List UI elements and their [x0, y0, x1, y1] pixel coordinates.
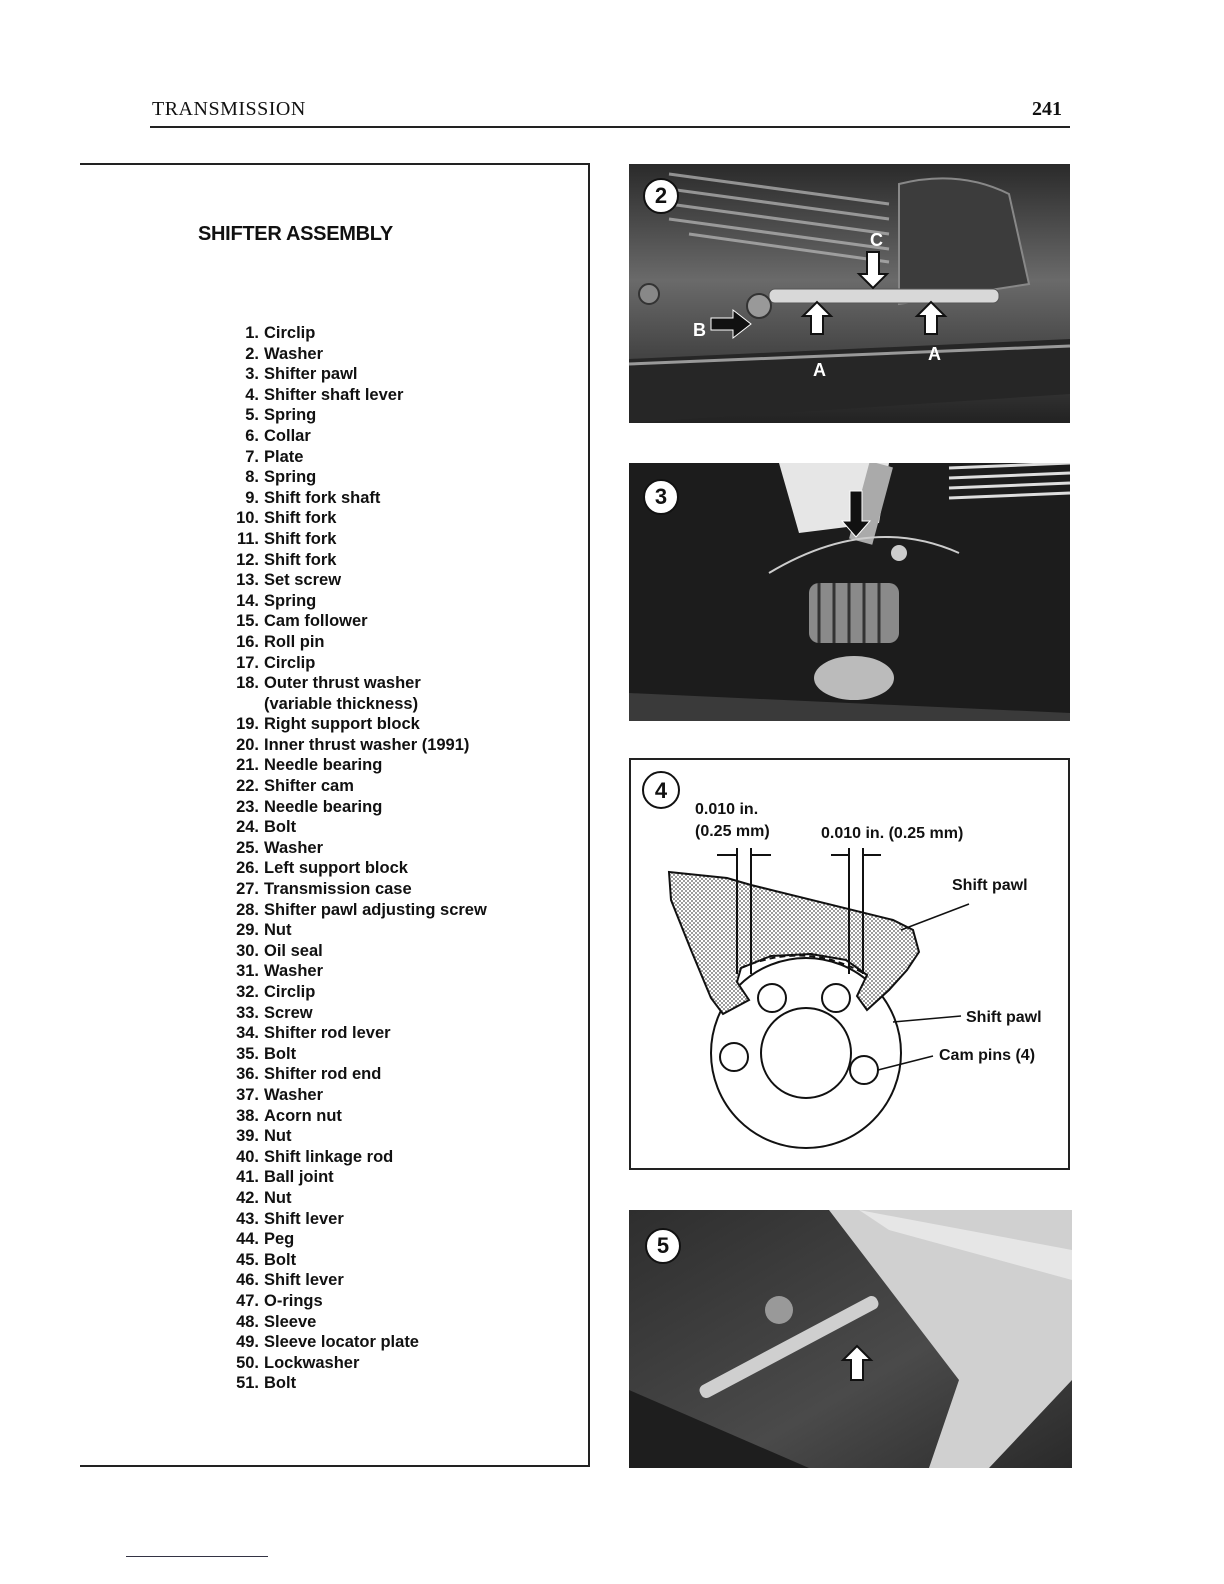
legend-item-number: 27.	[236, 880, 259, 899]
legend-item	[222, 488, 487, 509]
legend-item	[222, 550, 487, 571]
legend-item-text: Shifter rod lever	[264, 1024, 391, 1043]
legend-item-text: Circlip	[264, 983, 316, 1001]
legend-item-number: 13.	[236, 571, 259, 590]
legend-item	[222, 611, 487, 632]
legend-item-text: (variable thickness)	[264, 694, 419, 713]
figure-5-number: 5	[645, 1228, 681, 1264]
legend-item	[222, 776, 487, 797]
figure-4-diagram	[629, 758, 1070, 1170]
legend-item-text: Washer	[264, 962, 323, 981]
legend-item-number: 41.	[236, 1168, 259, 1187]
legend-item-text: Right support block	[264, 715, 420, 734]
figure-3-image	[629, 463, 1070, 721]
page-number: 241	[1032, 98, 1062, 120]
legend-item-number: 30.	[236, 941, 259, 960]
legend-item	[222, 1167, 487, 1188]
legend-item	[222, 632, 487, 653]
legend-item-text: Sleeve locator plate	[264, 1333, 419, 1352]
legend-item	[222, 714, 487, 735]
figure-5-image	[629, 1210, 1072, 1468]
legend-item-number: 19.	[236, 715, 259, 734]
footer-rule	[126, 1556, 268, 1557]
legend-item	[222, 797, 487, 818]
legend-item-text: Circlip	[264, 324, 316, 342]
legend-item-text: Outer thrust washer	[264, 674, 421, 693]
fig4-cam-pin	[822, 984, 850, 1012]
fig4-label-shift-pawl-top: Shift pawl	[952, 877, 1028, 894]
legend-item-text: Bolt	[264, 1044, 297, 1063]
legend-item-number: 34.	[236, 1024, 259, 1043]
legend-item	[222, 1147, 487, 1168]
legend-item-number: 8.	[245, 468, 259, 487]
legend-item-number: 47.	[236, 1291, 259, 1310]
legend-item-number: 23.	[236, 797, 259, 816]
legend-item-text: Needle bearing	[264, 756, 383, 775]
legend-item	[222, 529, 487, 550]
fig4-cam-pin	[850, 1056, 878, 1084]
legend-item-text: Shift lever	[264, 1209, 344, 1228]
figure-2-photo	[629, 164, 1070, 423]
legend-item-text: Roll pin	[264, 632, 325, 651]
legend-item	[222, 838, 487, 859]
fig4-label-shift-pawl-mid: Shift pawl	[966, 1009, 1042, 1026]
legend-item-number: 15.	[236, 612, 259, 631]
legend-item	[222, 694, 487, 715]
legend-item	[222, 1270, 487, 1291]
legend-item-text: Spring	[264, 468, 317, 487]
legend-item-text: Collar	[264, 426, 311, 445]
legend-item	[222, 858, 487, 879]
legend-item-number: 28.	[236, 900, 259, 919]
legend-item-text: Peg	[264, 1230, 295, 1249]
legend-item-number: 7.	[245, 447, 259, 466]
legend-item-text: Needle bearing	[264, 797, 383, 816]
legend-item	[222, 879, 487, 900]
parts-list	[222, 323, 487, 1394]
legend-item	[222, 1229, 487, 1250]
legend-item	[222, 1106, 487, 1127]
legend-item	[222, 508, 487, 529]
legend-item	[222, 653, 487, 674]
figure-4-number: 4	[654, 778, 668, 803]
figure-2-image	[629, 164, 1070, 423]
legend-item	[222, 673, 487, 694]
legend-item	[222, 364, 487, 385]
figure-3-photo	[629, 463, 1070, 721]
legend-item-number: 21.	[236, 756, 259, 775]
legend-item-text: Oil seal	[264, 941, 323, 960]
legend-item-text: Shifter pawl adjusting screw	[264, 900, 487, 919]
legend-item	[222, 1312, 487, 1333]
legend-item-text: Screw	[264, 1003, 313, 1022]
legend-item-number: 16.	[236, 632, 259, 651]
legend-item	[222, 1003, 487, 1024]
fig4-cam-hub	[761, 1008, 851, 1098]
figure-2-number: 2	[643, 178, 679, 214]
legend-item-number: 2.	[245, 344, 259, 363]
legend-item-number	[222, 694, 264, 715]
legend-item	[222, 920, 487, 941]
legend-item	[222, 447, 487, 468]
legend-item-number: 12.	[236, 550, 259, 569]
legend-item	[222, 1373, 487, 1394]
legend-item-text: Bolt	[264, 818, 297, 837]
legend-item-number: 26.	[236, 859, 259, 878]
legend-item-text: Spring	[264, 591, 317, 610]
legend-item-number: 43.	[236, 1209, 259, 1228]
legend-item	[222, 961, 487, 982]
legend-item-number: 44.	[236, 1230, 259, 1249]
legend-item-number: 10.	[236, 509, 259, 528]
legend-item-text: Shifter pawl	[264, 365, 358, 384]
legend-item	[222, 1023, 487, 1044]
legend-item-text: Shift fork shaft	[264, 488, 381, 507]
legend-item-number: 48.	[236, 1312, 259, 1331]
legend-item	[222, 817, 487, 838]
legend-item-number: 39.	[236, 1127, 259, 1146]
legend-item-number: 17.	[236, 653, 259, 672]
legend-item	[222, 467, 487, 488]
legend-item	[222, 1064, 487, 1085]
figure-4-svg	[631, 760, 1068, 1168]
legend-item	[222, 1126, 487, 1147]
legend-item	[222, 982, 487, 1003]
legend-item-text: Ball joint	[264, 1168, 334, 1187]
fig2-label-c: C	[870, 230, 883, 250]
legend-item-text: Shift linkage rod	[264, 1147, 394, 1166]
legend-item	[222, 591, 487, 612]
legend-item-number: 32.	[236, 983, 259, 1001]
legend-item-number: 14.	[236, 591, 259, 610]
legend-item-number: 46.	[236, 1271, 259, 1290]
legend-item-number: 24.	[236, 818, 259, 837]
legend-item-number: 35.	[236, 1044, 259, 1063]
legend-item-text: Washer	[264, 838, 323, 857]
legend-item-text: Shifter cam	[264, 777, 354, 796]
legend-item-number: 51.	[236, 1374, 259, 1393]
figure-5-photo	[629, 1210, 1072, 1468]
fig2-label-a1: A	[813, 360, 826, 380]
legend-item-text: Washer	[264, 1085, 323, 1104]
legend-item-number: 25.	[236, 838, 259, 857]
legend-item	[222, 1291, 487, 1312]
fig4-label-cam-pins: Cam pins (4)	[939, 1047, 1036, 1064]
legend-box	[80, 163, 590, 1467]
legend-item	[222, 1044, 487, 1065]
legend-item-number: 33.	[236, 1003, 259, 1022]
legend-item-text: Circlip	[264, 653, 316, 672]
legend-item-text: Shift fork	[264, 509, 337, 528]
fig4-gap2: 0.010 in. (0.25 mm)	[821, 825, 964, 842]
legend-item	[222, 570, 487, 591]
legend-item-text: Shifter rod end	[264, 1065, 382, 1084]
legend-item-number: 45.	[236, 1250, 259, 1269]
legend-item-number: 18.	[236, 674, 259, 693]
legend-item-text: Shift fork	[264, 550, 337, 569]
legend-item-number: 3.	[245, 365, 259, 384]
legend-item-number: 29.	[236, 921, 259, 940]
legend-item-text: Inner thrust washer (1991)	[264, 735, 470, 754]
legend-item-text: Lockwasher	[264, 1353, 360, 1372]
fig4-gap1-line1: 0.010 in.	[695, 801, 759, 818]
legend-item-number: 9.	[245, 488, 259, 507]
legend-item-text: Bolt	[264, 1250, 297, 1269]
legend-item-text: Nut	[264, 1188, 292, 1207]
legend-item-number: 6.	[245, 426, 259, 445]
legend-item-text: Plate	[264, 447, 304, 466]
legend-item	[222, 344, 487, 365]
legend-item-text: Set screw	[264, 571, 342, 590]
legend-item-text: O-rings	[264, 1291, 323, 1310]
legend-item	[222, 323, 487, 344]
legend-item-number: 38.	[236, 1106, 259, 1125]
legend-item	[222, 426, 487, 447]
legend-item-text: Nut	[264, 1127, 292, 1146]
legend-item-number: 11.	[236, 529, 259, 548]
legend-item-number: 36.	[236, 1065, 259, 1084]
legend-item-text: Left support block	[264, 859, 408, 878]
legend-item-text: Washer	[264, 344, 323, 363]
legend-item-text: Acorn nut	[264, 1106, 342, 1125]
legend-item-number: 49.	[236, 1333, 259, 1352]
legend-item	[222, 385, 487, 406]
legend-item-text: Transmission case	[264, 880, 412, 899]
legend-item-number: 37.	[236, 1085, 259, 1104]
legend-item-number: 31.	[236, 962, 259, 981]
legend-item	[222, 405, 487, 426]
legend-item-number: 42.	[236, 1188, 259, 1207]
legend-item	[222, 755, 487, 776]
legend-item-number: 1.	[245, 324, 259, 342]
fig4-gap1-line2: (0.25 mm)	[695, 823, 770, 840]
legend-item-number: 50.	[236, 1353, 259, 1372]
header-rule	[150, 126, 1070, 128]
legend-item-text: Cam follower	[264, 612, 368, 631]
fig2-label-b: B	[693, 320, 706, 340]
fig4-cam-pin	[758, 984, 786, 1012]
legend-item-text: Sleeve	[264, 1312, 317, 1331]
legend-item-text: Bolt	[264, 1374, 297, 1393]
fig2-label-a2: A	[928, 344, 941, 364]
legend-item	[222, 900, 487, 921]
legend-item-text: Shift fork	[264, 529, 337, 548]
legend-item-number: 20.	[236, 735, 259, 754]
running-header-title: TRANSMISSION	[152, 98, 306, 120]
legend-item-number: 22.	[236, 777, 259, 796]
figure-3-number: 3	[643, 479, 679, 515]
legend-item	[222, 1209, 487, 1230]
legend-item-text: Shifter shaft lever	[264, 385, 404, 404]
legend-item	[222, 1353, 487, 1374]
legend-item-text: Spring	[264, 406, 317, 425]
legend-item	[222, 1188, 487, 1209]
legend-item	[222, 941, 487, 962]
legend-item	[222, 1085, 487, 1106]
legend-item	[222, 1250, 487, 1271]
legend-heading: SHIFTER ASSEMBLY	[198, 223, 393, 245]
legend-item	[222, 735, 487, 756]
legend-item	[222, 1332, 487, 1353]
legend-item-number: 4.	[245, 385, 259, 404]
legend-item-number: 40.	[236, 1147, 259, 1166]
legend-item-text: Nut	[264, 921, 292, 940]
fig4-cam-pin	[720, 1043, 748, 1071]
legend-item-number: 5.	[245, 406, 259, 425]
legend-item-text: Shift lever	[264, 1271, 344, 1290]
